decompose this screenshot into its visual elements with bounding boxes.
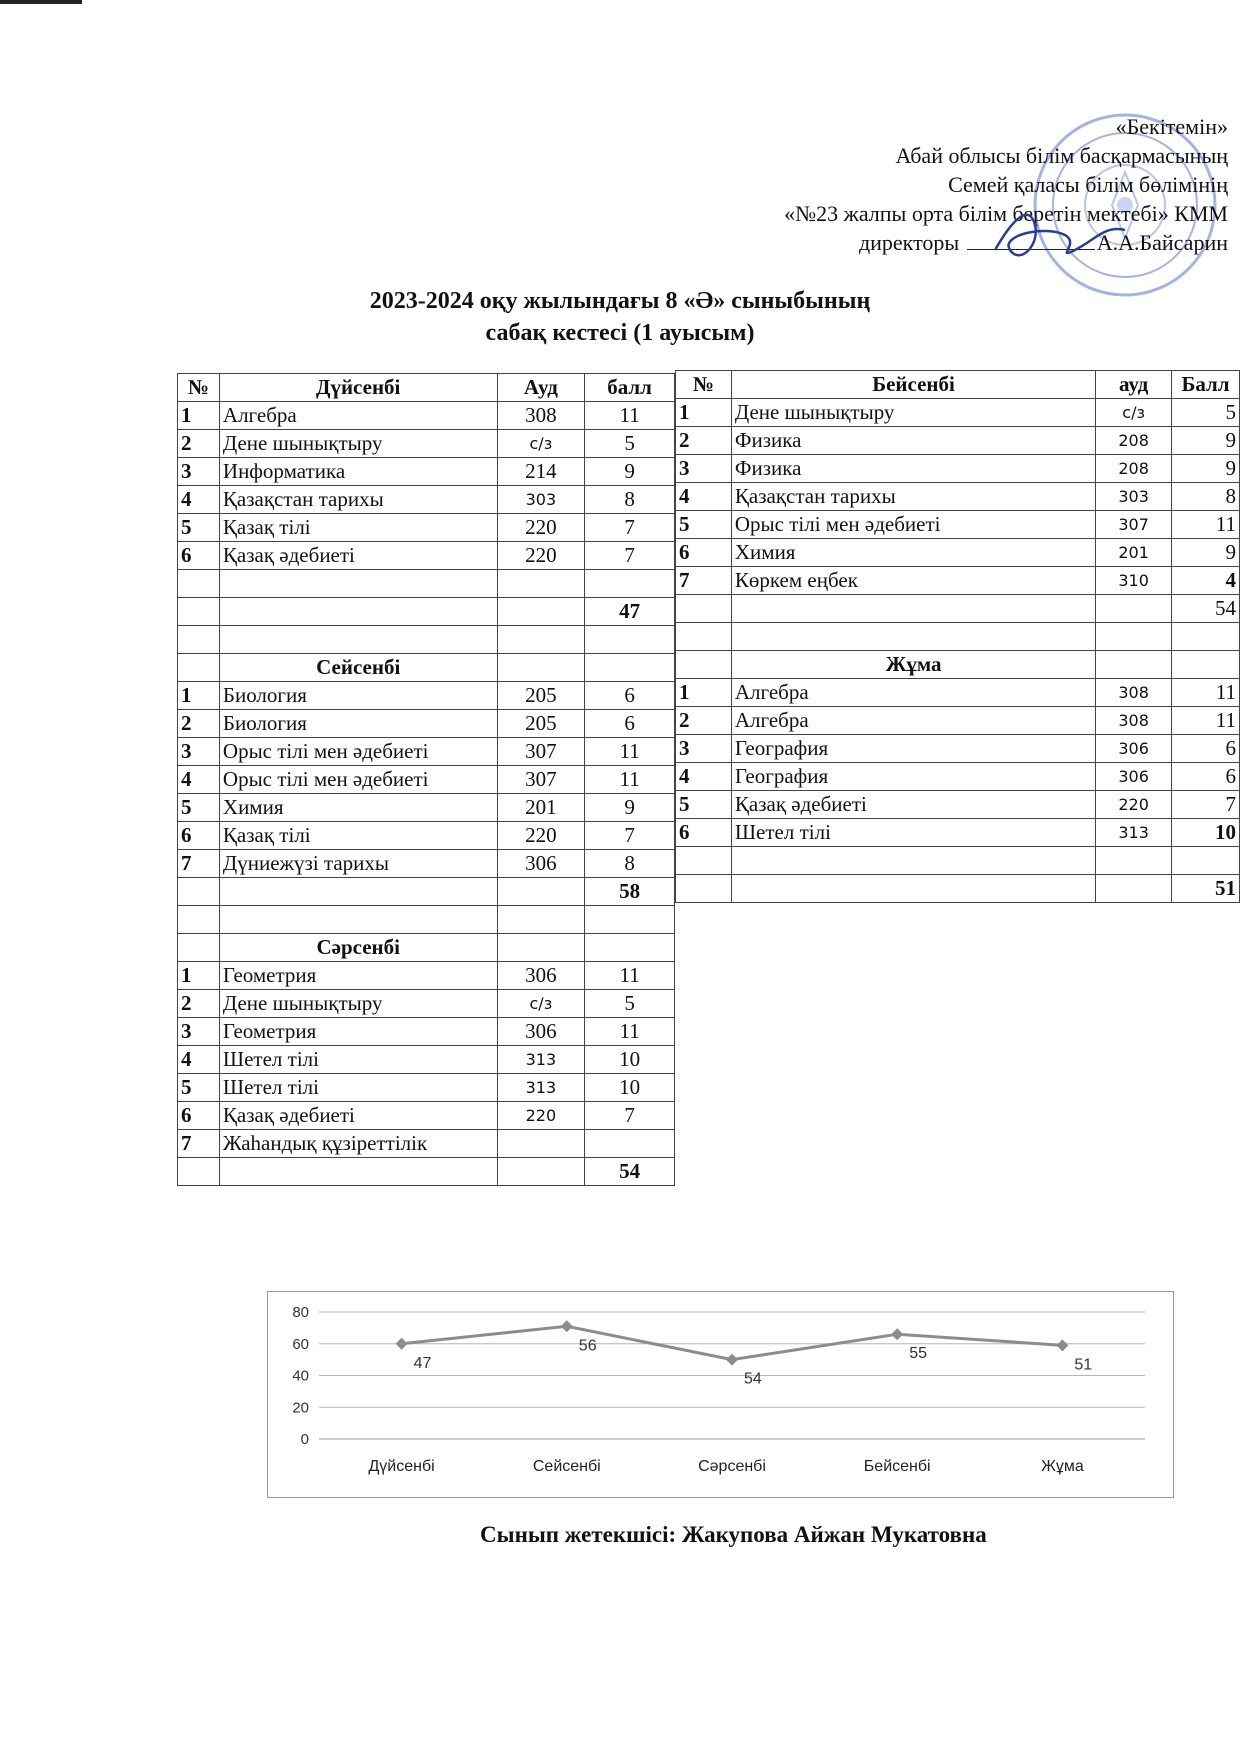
lesson-score: 8 [1172,483,1240,511]
data-label: 56 [578,1337,597,1355]
table-row [676,819,1240,847]
lesson-subject: Орыс тілі мен әдебиеті [219,738,497,766]
table-row [676,511,1240,539]
lesson-num: 6 [178,1102,220,1130]
lesson-subject: География [731,763,1095,791]
lesson-num: 1 [178,962,220,990]
table-row [178,402,675,430]
table-row [178,962,675,990]
lesson-score: 7 [585,514,675,542]
y-tick-label: 80 [292,1304,309,1321]
lesson-num: 4 [178,766,220,794]
table-row [178,1046,675,1074]
wednesday-total: 54 [585,1158,675,1186]
lesson-num: 7 [676,567,732,595]
lesson-subject: Информатика [219,458,497,486]
lesson-subject: География [731,735,1095,763]
day-header-row [676,651,1240,679]
lesson-score [585,1130,675,1158]
lesson-score: 11 [1172,707,1240,735]
lesson-score: 11 [585,766,675,794]
lesson-room: с/з [497,430,585,458]
total-row [178,598,675,626]
lesson-room: 306 [497,962,585,990]
lesson-num: 3 [676,735,732,763]
table-row [178,1130,675,1158]
lesson-num: 6 [676,539,732,567]
header-score: Балл [1172,371,1240,399]
table-row [178,990,675,1018]
lesson-num: 6 [178,822,220,850]
lesson-subject: Орыс тілі мен әдебиеті [219,766,497,794]
table-row [178,514,675,542]
lesson-subject: Қазақ әдебиеті [219,542,497,570]
table-row [676,399,1240,427]
lesson-num: 3 [178,1018,220,1046]
lesson-num: 4 [676,483,732,511]
table-row [676,679,1240,707]
approval-line-4: «№23 жалпы орта білім беретін мектебі» КММ [784,201,1228,226]
lesson-score: 10 [585,1046,675,1074]
chart-svg [268,1292,1173,1497]
lesson-room: 303 [1096,483,1172,511]
tuesday-total: 58 [585,878,675,906]
x-tick-label: Сейсенбі [532,1458,601,1475]
table-header-row [178,374,675,402]
lesson-num: 5 [676,791,732,819]
lesson-room: 306 [497,1018,585,1046]
schedule-table-left [177,373,675,1186]
table-row [178,710,675,738]
table-row [178,794,675,822]
empty-row [178,626,675,654]
total-row [178,1158,675,1186]
lesson-score: 5 [585,990,675,1018]
title-line-2: сабақ кестесі (1 ауысым) [485,320,755,346]
table-row [178,430,675,458]
lesson-room: 310 [1096,567,1172,595]
lesson-num: 1 [676,679,732,707]
header-num: № [178,374,220,402]
lesson-num: 4 [178,486,220,514]
lesson-subject: Химия [731,539,1095,567]
lesson-room: 220 [497,542,585,570]
table-row [178,766,675,794]
lesson-room: 303 [497,486,585,514]
approval-line-2: Абай облысы білім басқармасының [895,143,1228,168]
lesson-score: 11 [585,402,675,430]
lesson-num: 6 [178,542,220,570]
table-row [178,850,675,878]
lesson-num: 2 [178,990,220,1018]
table-row [676,791,1240,819]
lesson-score: 6 [585,682,675,710]
lesson-num: 2 [178,710,220,738]
lesson-score: 11 [1172,679,1240,707]
schedule-table-right [675,370,1240,903]
lesson-room: 308 [1096,707,1172,735]
data-point [726,1354,738,1366]
table-row [178,822,675,850]
lesson-subject: Дене шынықтыру [219,990,497,1018]
lesson-subject: Қазақ әдебиеті [731,791,1095,819]
lesson-subject: Шетел тілі [731,819,1095,847]
lesson-score: 5 [585,430,675,458]
day-header-row [178,654,675,682]
lesson-subject: Дүниежүзі тарихы [219,850,497,878]
lesson-subject: Алгебра [731,679,1095,707]
data-point [561,1320,573,1332]
empty-row [676,623,1240,651]
lesson-score: 7 [585,822,675,850]
lesson-score: 10 [1172,819,1240,847]
table-row [676,567,1240,595]
lesson-score: 8 [585,850,675,878]
lesson-num: 3 [178,738,220,766]
lesson-subject: Қазақ тілі [219,822,497,850]
header-day-thursday: Бейсенбі [731,371,1095,399]
scan-edge-mark [0,0,82,4]
approval-line-1: «Бекітемін» [1115,114,1228,139]
lesson-score: 9 [1172,539,1240,567]
header-num: № [676,371,732,399]
lesson-room: 208 [1096,427,1172,455]
lesson-score: 4 [1172,567,1240,595]
lesson-num: 2 [676,707,732,735]
table-row [178,486,675,514]
lesson-subject: Шетел тілі [219,1074,497,1102]
header-day-monday: Дүйсенбі [219,374,497,402]
data-label: 54 [744,1370,762,1388]
data-point [1056,1339,1068,1351]
lesson-room: 220 [497,1102,585,1130]
table-row [676,763,1240,791]
y-tick-label: 20 [292,1399,309,1417]
lesson-subject: Қазақ әдебиеті [219,1102,497,1130]
table-row [178,1074,675,1102]
lesson-num: 5 [178,794,220,822]
lesson-subject: Дене шынықтыру [731,399,1095,427]
lesson-subject: Химия [219,794,497,822]
empty-row [178,906,675,934]
lesson-subject: Қазақстан тарихы [219,486,497,514]
lesson-subject: Дене шынықтыру [219,430,497,458]
x-tick-label: Бейсенбі [863,1458,931,1475]
lesson-subject: Шетел тілі [219,1046,497,1074]
y-tick-label: 0 [300,1431,309,1448]
lesson-score: 7 [585,542,675,570]
empty-row [178,570,675,598]
table-row [178,1102,675,1130]
lesson-score: 9 [1172,427,1240,455]
monday-total: 47 [585,598,675,626]
lesson-room: 220 [497,514,585,542]
data-label: 51 [1074,1356,1093,1374]
lesson-room: 307 [497,738,585,766]
table-row [676,455,1240,483]
lesson-score: 8 [585,486,675,514]
lesson-num: 2 [178,430,220,458]
table-row [676,483,1240,511]
day-label-tuesday: Сейсенбі [219,654,497,682]
data-point [891,1328,903,1340]
lesson-subject: Алгебра [731,707,1095,735]
table-row [178,738,675,766]
lesson-num: 6 [676,819,732,847]
director-name: А.А.Байсарин [1096,230,1228,255]
lesson-subject: Қазақ тілі [219,514,497,542]
table-row [178,1018,675,1046]
x-tick-label: Дүйсенбі [368,1458,435,1475]
lesson-score: 11 [585,962,675,990]
lesson-score: 5 [1172,399,1240,427]
lesson-num: 5 [676,511,732,539]
lesson-room: 306 [1096,735,1172,763]
lesson-subject: Физика [731,427,1095,455]
friday-total: 51 [1172,875,1240,903]
lesson-room: 306 [1096,763,1172,791]
header-room: ауд [1096,371,1172,399]
score-line-chart [267,1291,1174,1498]
lesson-room: 307 [1096,511,1172,539]
lesson-score: 11 [585,738,675,766]
lesson-num: 3 [676,455,732,483]
lesson-room: 214 [497,458,585,486]
day-header-row [178,934,675,962]
table-row [178,542,675,570]
y-tick-label: 40 [292,1367,309,1385]
lesson-score: 7 [585,1102,675,1130]
lesson-score: 6 [1172,735,1240,763]
lesson-subject: Геометрия [219,1018,497,1046]
table-row [676,735,1240,763]
lesson-room: 313 [1096,819,1172,847]
lesson-room: 201 [1096,539,1172,567]
lesson-num: 1 [178,682,220,710]
lesson-room: 307 [497,766,585,794]
day-label-friday: Жұма [731,651,1095,679]
data-label: 47 [413,1354,432,1372]
lesson-num: 5 [178,1074,220,1102]
empty-row [676,847,1240,875]
lesson-room [497,1130,585,1158]
table-row [676,539,1240,567]
lesson-room: с/з [1096,399,1172,427]
lesson-num: 1 [676,399,732,427]
lesson-score: 11 [585,1018,675,1046]
lesson-num: 7 [178,850,220,878]
lesson-subject: Жаһандық құзіреттілік [219,1130,497,1158]
thursday-total: 54 [1172,595,1240,623]
table-row [676,707,1240,735]
x-tick-label: Жұма [1041,1458,1084,1475]
day-label-wednesday: Сәрсенбі [219,934,497,962]
lesson-room: 201 [497,794,585,822]
lesson-room: 308 [1096,679,1172,707]
lesson-subject: Орыс тілі мен әдебиеті [731,511,1095,539]
lesson-room: 220 [1096,791,1172,819]
lesson-num: 4 [178,1046,220,1074]
table-header-row [676,371,1240,399]
lesson-subject: Биология [219,710,497,738]
lesson-subject: Физика [731,455,1095,483]
lesson-room: 205 [497,682,585,710]
lesson-room: 208 [1096,455,1172,483]
lesson-score: 6 [585,710,675,738]
y-tick-label: 60 [292,1335,309,1353]
data-point [396,1338,408,1350]
approval-line-3: Семей қаласы білім бөлімінің [948,172,1228,197]
total-row [676,875,1240,903]
lesson-num: 3 [178,458,220,486]
lesson-num: 2 [676,427,732,455]
lesson-score: 7 [1172,791,1240,819]
lesson-room: 220 [497,822,585,850]
lesson-subject: Алгебра [219,402,497,430]
lesson-subject: Қазақстан тарихы [731,483,1095,511]
lesson-room: 205 [497,710,585,738]
lesson-num: 1 [178,402,220,430]
header-room: Ауд [497,374,585,402]
lesson-room: 308 [497,402,585,430]
header-score: балл [585,374,675,402]
table-row [178,458,675,486]
lesson-score: 6 [1172,763,1240,791]
table-row [178,682,675,710]
lesson-score: 9 [585,458,675,486]
lesson-score: 9 [1172,455,1240,483]
lesson-num: 5 [178,514,220,542]
director-signature-icon [985,195,1135,275]
lesson-num: 7 [178,1130,220,1158]
class-teacher-line: Сынып жетекшісі: Жакупова Айжан Мукатовна [480,1522,987,1547]
lesson-subject: Көркем еңбек [731,567,1095,595]
lesson-num: 4 [676,763,732,791]
lesson-room: 313 [497,1046,585,1074]
table-row [676,427,1240,455]
total-row [676,595,1240,623]
total-row [178,878,675,906]
title-line-1: 2023-2024 оқу жылындағы 8 «Ә» сыныбының [369,288,871,314]
director-label: директоры [858,230,960,255]
lesson-room: 306 [497,850,585,878]
lesson-score: 10 [585,1074,675,1102]
lesson-subject: Биология [219,682,497,710]
lesson-room: 313 [497,1074,585,1102]
lesson-subject: Геометрия [219,962,497,990]
lesson-room: с/з [497,990,585,1018]
x-tick-label: Сәрсенбі [698,1458,766,1475]
data-label: 55 [909,1345,927,1363]
lesson-score: 9 [585,794,675,822]
page-title [300,285,940,349]
lesson-score: 11 [1172,511,1240,539]
